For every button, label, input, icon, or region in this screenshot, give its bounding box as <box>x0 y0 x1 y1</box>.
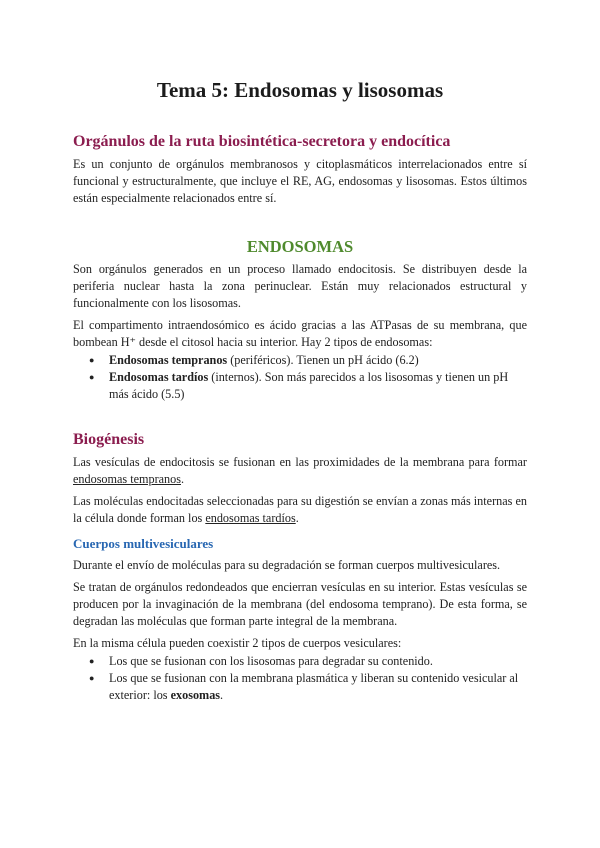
paragraph-text: Las moléculas endocitadas seleccionadas para su digestión se envían a zonas más internas en la célula donde forman los <box>73 494 527 525</box>
list-item <box>89 653 527 670</box>
bullet-icon: ● <box>89 673 95 683</box>
cuerpos-paragraph-3: En la misma célula pueden coexistir 2 tipos de cuerpos vesiculares: <box>73 636 402 650</box>
list-item-text: Los que se fusionan con los lisosomas para degradar su contenido. <box>109 654 433 668</box>
section-heading-biogenesis: Biogénesis <box>73 431 145 448</box>
list-item-text: (periféricos). Tienen un pH ácido (6.2) <box>227 353 419 367</box>
section-heading-endosomas: ENDOSOMAS <box>246 237 354 256</box>
bullet-icon: ● <box>89 656 95 666</box>
list-item-bold: Endosomas tempranos <box>109 353 228 367</box>
list-item-bold: exosomas <box>170 688 221 702</box>
endosomas-paragraph-2: El compartimento intraendosómico es ácido gracias a las ATPasas de su membrana, que bombean H⁺ desde el citosol hacia su interior. Hay 2 tipos de endosomas: <box>73 318 527 349</box>
list-item-text: . <box>220 688 224 702</box>
list-item <box>89 670 527 704</box>
cuerpos-paragraph-2: Se tratan de orgánulos redondeados que encierran vesículas en su interior. Estas vesículas se producen por la invaginación de la membrana (del endosoma temprano). De esta forma, se degradan las moléculas que forman parte integral de la membrana. <box>73 580 527 628</box>
subsection-heading-cuerpos: Cuerpos multivesiculares <box>73 536 214 551</box>
cuerpos-type-list <box>73 653 527 704</box>
biogenesis-paragraph-1 <box>73 454 527 488</box>
list-item-bold: Endosomas tardíos <box>109 370 209 384</box>
list-item <box>89 352 527 369</box>
section-paragraph-organulos: Es un conjunto de orgánulos membranosos y citoplasmáticos interrelacionados entre sí funcional y estructuralmente, que incluye el RE, AG, endosomas y lisosomas. Estos últimos están especialmente relacionados entre sí. <box>73 157 527 205</box>
list-item-text: Los que se fusionan con la membrana plasmática y liberan su contenido vesicular al exterior: los <box>109 671 519 702</box>
endosomas-type-list <box>73 352 527 403</box>
paragraph-text: . <box>180 472 185 486</box>
section-heading-organulos: Orgánulos de la ruta biosintética-secretora y endocítica <box>73 133 451 150</box>
list-item <box>89 369 527 403</box>
underlined-term: endosomas tempranos <box>73 472 181 486</box>
paragraph-text: . <box>295 511 299 525</box>
list-item-text: (internos). Son más parecidos a los lisosomas y tienen un pH más ácido (5.5) <box>109 370 509 401</box>
bullet-icon: ● <box>89 372 95 382</box>
bullet-icon: ● <box>89 355 95 365</box>
endosomas-paragraph-1: Son orgánulos generados en un proceso llamado endocitosis. Se distribuyen desde la periferia nuclear hasta la zona perinuclear. Están muy relacionados estructural y funcionalmente con los lisosomas. <box>73 262 527 310</box>
cuerpos-paragraph-1: Durante el envío de moléculas para su degradación se forman cuerpos multivesiculares. <box>73 558 501 572</box>
underlined-term: endosomas tardíos <box>205 511 296 525</box>
paragraph-text: Las vesículas de endocitosis se fusionan en las proximidades de la membrana para formar <box>73 455 527 469</box>
biogenesis-paragraph-2 <box>73 493 527 527</box>
page-title: Tema 5: Endosomas y lisosomas <box>156 78 444 102</box>
